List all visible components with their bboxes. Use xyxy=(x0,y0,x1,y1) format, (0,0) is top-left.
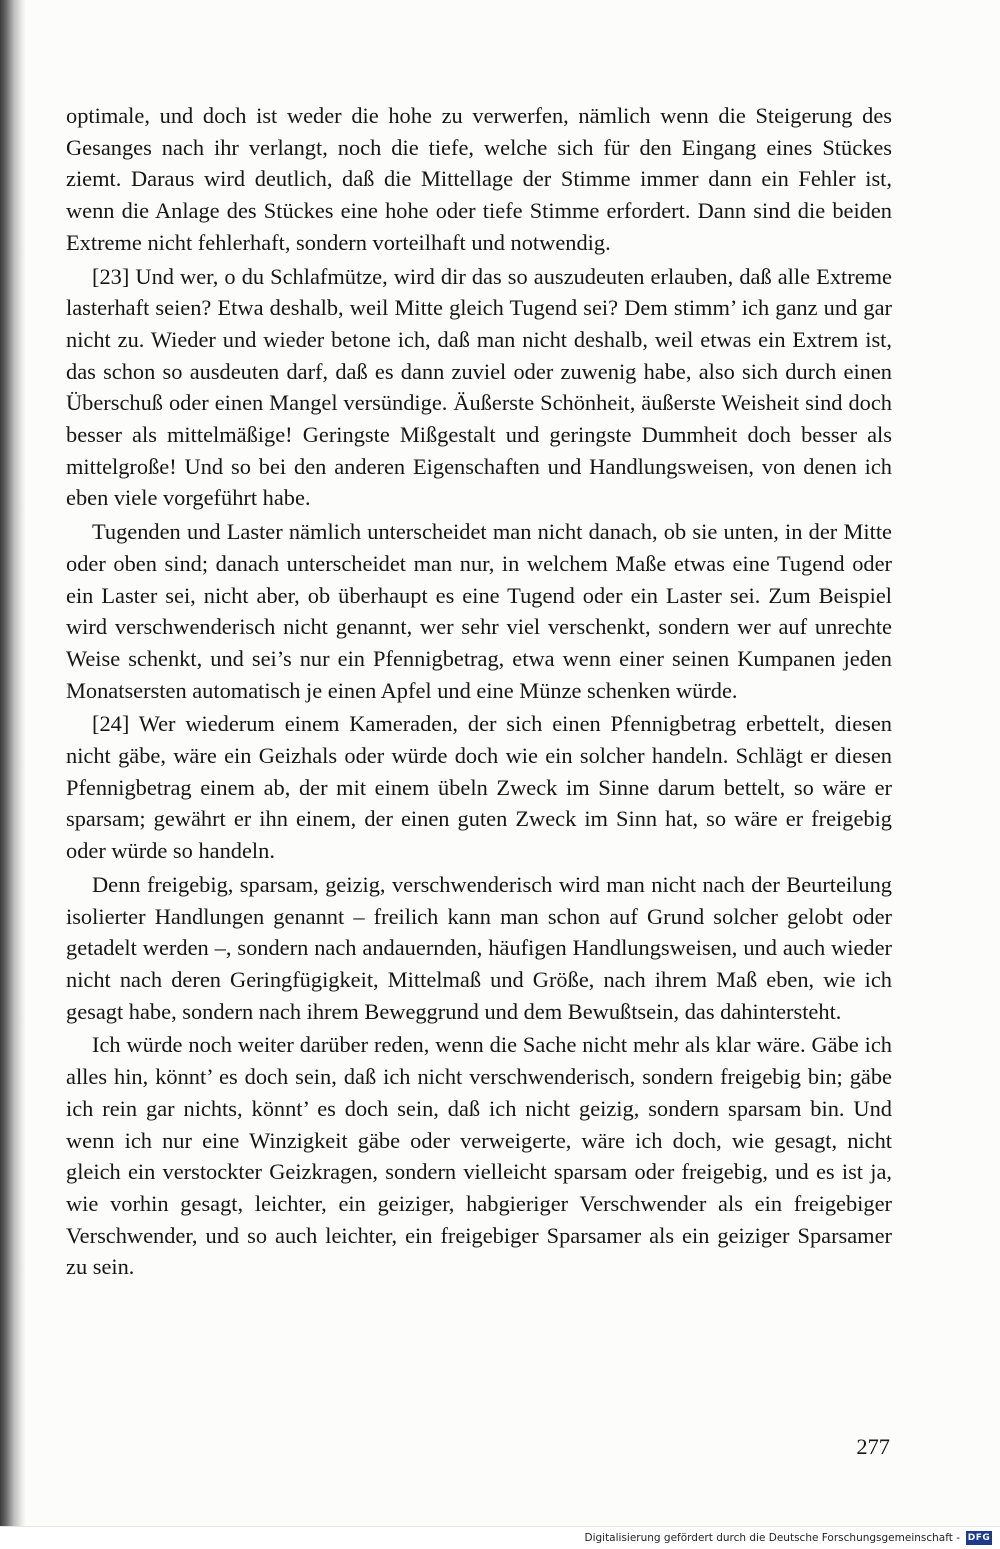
paragraph-5: Denn freigebig, sparsam, geizig, verschwenderisch wird man nicht nach der Beurteilung isolierter Handlungen genannt – freilich kann man schon auf Grund solcher gelobt oder getadelt werden –, sondern nach andauernden, häufigen Handlungsweisen, und auch wieder nicht nach deren Geringfügigkeit, Mittelmaß und Größe, nach ihrem Maß eben, wie ich gesagt habe, sondern nach ihrem Beweggrund und dem Bewußtsein, das dahintersteht. xyxy=(66,871,892,1024)
book-spine-shadow xyxy=(0,0,26,1549)
body-text xyxy=(66,100,892,1285)
paragraph-4: [24] Wer wiederum einem Kameraden, der sich einen Pfennigbetrag erbettelt, diesen nicht gäbe, wäre ein Geizhals oder würde doch wie ein solcher handeln. Schlägt er diesen Pfennigbetrag einem ab, der mit einem übeln Zweck im Sinne darum bettelt, so wäre er sparsam; gewährt er ihn einem, der einen guten Zweck im Sinn hat, so wäre er freigebig oder würde so handeln. xyxy=(66,711,892,864)
paragraph-3: Tugenden und Laster nämlich unterscheidet man nicht danach, ob sie unten, in der Mitte oder oben sind; danach unterscheidet man nur, in welchem Maße etwas eine Tugend oder ein Laster sei, nicht aber, ob überhaupt es eine Tugend oder ein Laster sei. Zum Beispiel wird verschwenderisch nicht genannt, wer sehr viel verschenkt, sondern wer auf unrechte Weise schenkt, und sei’s nur ein Pfennigbetrag, etwa wenn einer seinen Kumpanen jeden Monatsersten automatisch je einen Apfel und eine Münze schenken würde. xyxy=(66,519,892,703)
funding-note: Digitalisierung gefördert durch die Deutsche Forschungsgemeinschaft - xyxy=(584,1532,960,1544)
page-number: 277 xyxy=(856,1434,890,1459)
paragraph-2: [23] Und wer, o du Schlafmütze, wird dir das so auszudeuten erlauben, daß alle Extreme lasterhaft seien? Etwa deshalb, weil Mitte gleich Tugend sei? Dem stimm’ ich ganz und gar nicht zu. Wieder und wieder betone ich, daß man nicht deshalb, weil etwas ein Extrem ist, das schon so ausdeuten darf, daß es dann zuviel oder zuwenig habe, also sich durch einen Überschuß oder einen Mangel versündige. Äußerste Schönheit, äußerste Weisheit sind doch besser als mittelmäßige! Geringste Mißgestalt und geringste Dummheit doch besser als mittelgroße! Und so bei den anderen Eigenschaften und Handlungsweisen, von denen ich eben viele vorgeführt habe. xyxy=(66,263,892,511)
paragraph-6: Ich würde noch weiter darüber reden, wenn die Sache nicht mehr als klar wäre. Gäbe ich alles hin, könnt’ es doch sein, daß ich nicht verschwenderisch, sondern freigebig bin; gäbe ich rein gar nichts, könnt’ es doch sein, daß ich nicht geizig, sondern sparsam bin. Und wenn ich nur eine Winzigkeit gäbe oder verweigerte, wäre ich doch, wie gesagt, nicht gleich ein verstockter Geizkragen, sondern vielleicht sparsam oder freigebig, und es ist ja, wie vorhin gesagt, leichter, ein geiziger, habgieriger Verschwender als ein freigebiger Verschwender, und so auch leichter, ein freigebiger Sparsamer als ein geiziger Sparsamer zu sein. xyxy=(66,1032,892,1280)
paragraph-1: optimale, und doch ist weder die hohe zu verwerfen, nämlich wenn die Steigerung des Gesanges nach ihr verlangt, noch die tiefe, welche sich für den Eingang eines Stückes ziemt. Daraus wird deutlich, daß die Mittellage der Stimme immer dann ein Fehler ist, wenn die Anlage des Stückes eine hohe oder tiefe Stimme erfordert. Dann sind die beiden Extreme nicht fehlerhaft, sondern vorteilhaft und notwendig. xyxy=(66,103,892,255)
dfg-logo: DFG xyxy=(967,1533,991,1543)
